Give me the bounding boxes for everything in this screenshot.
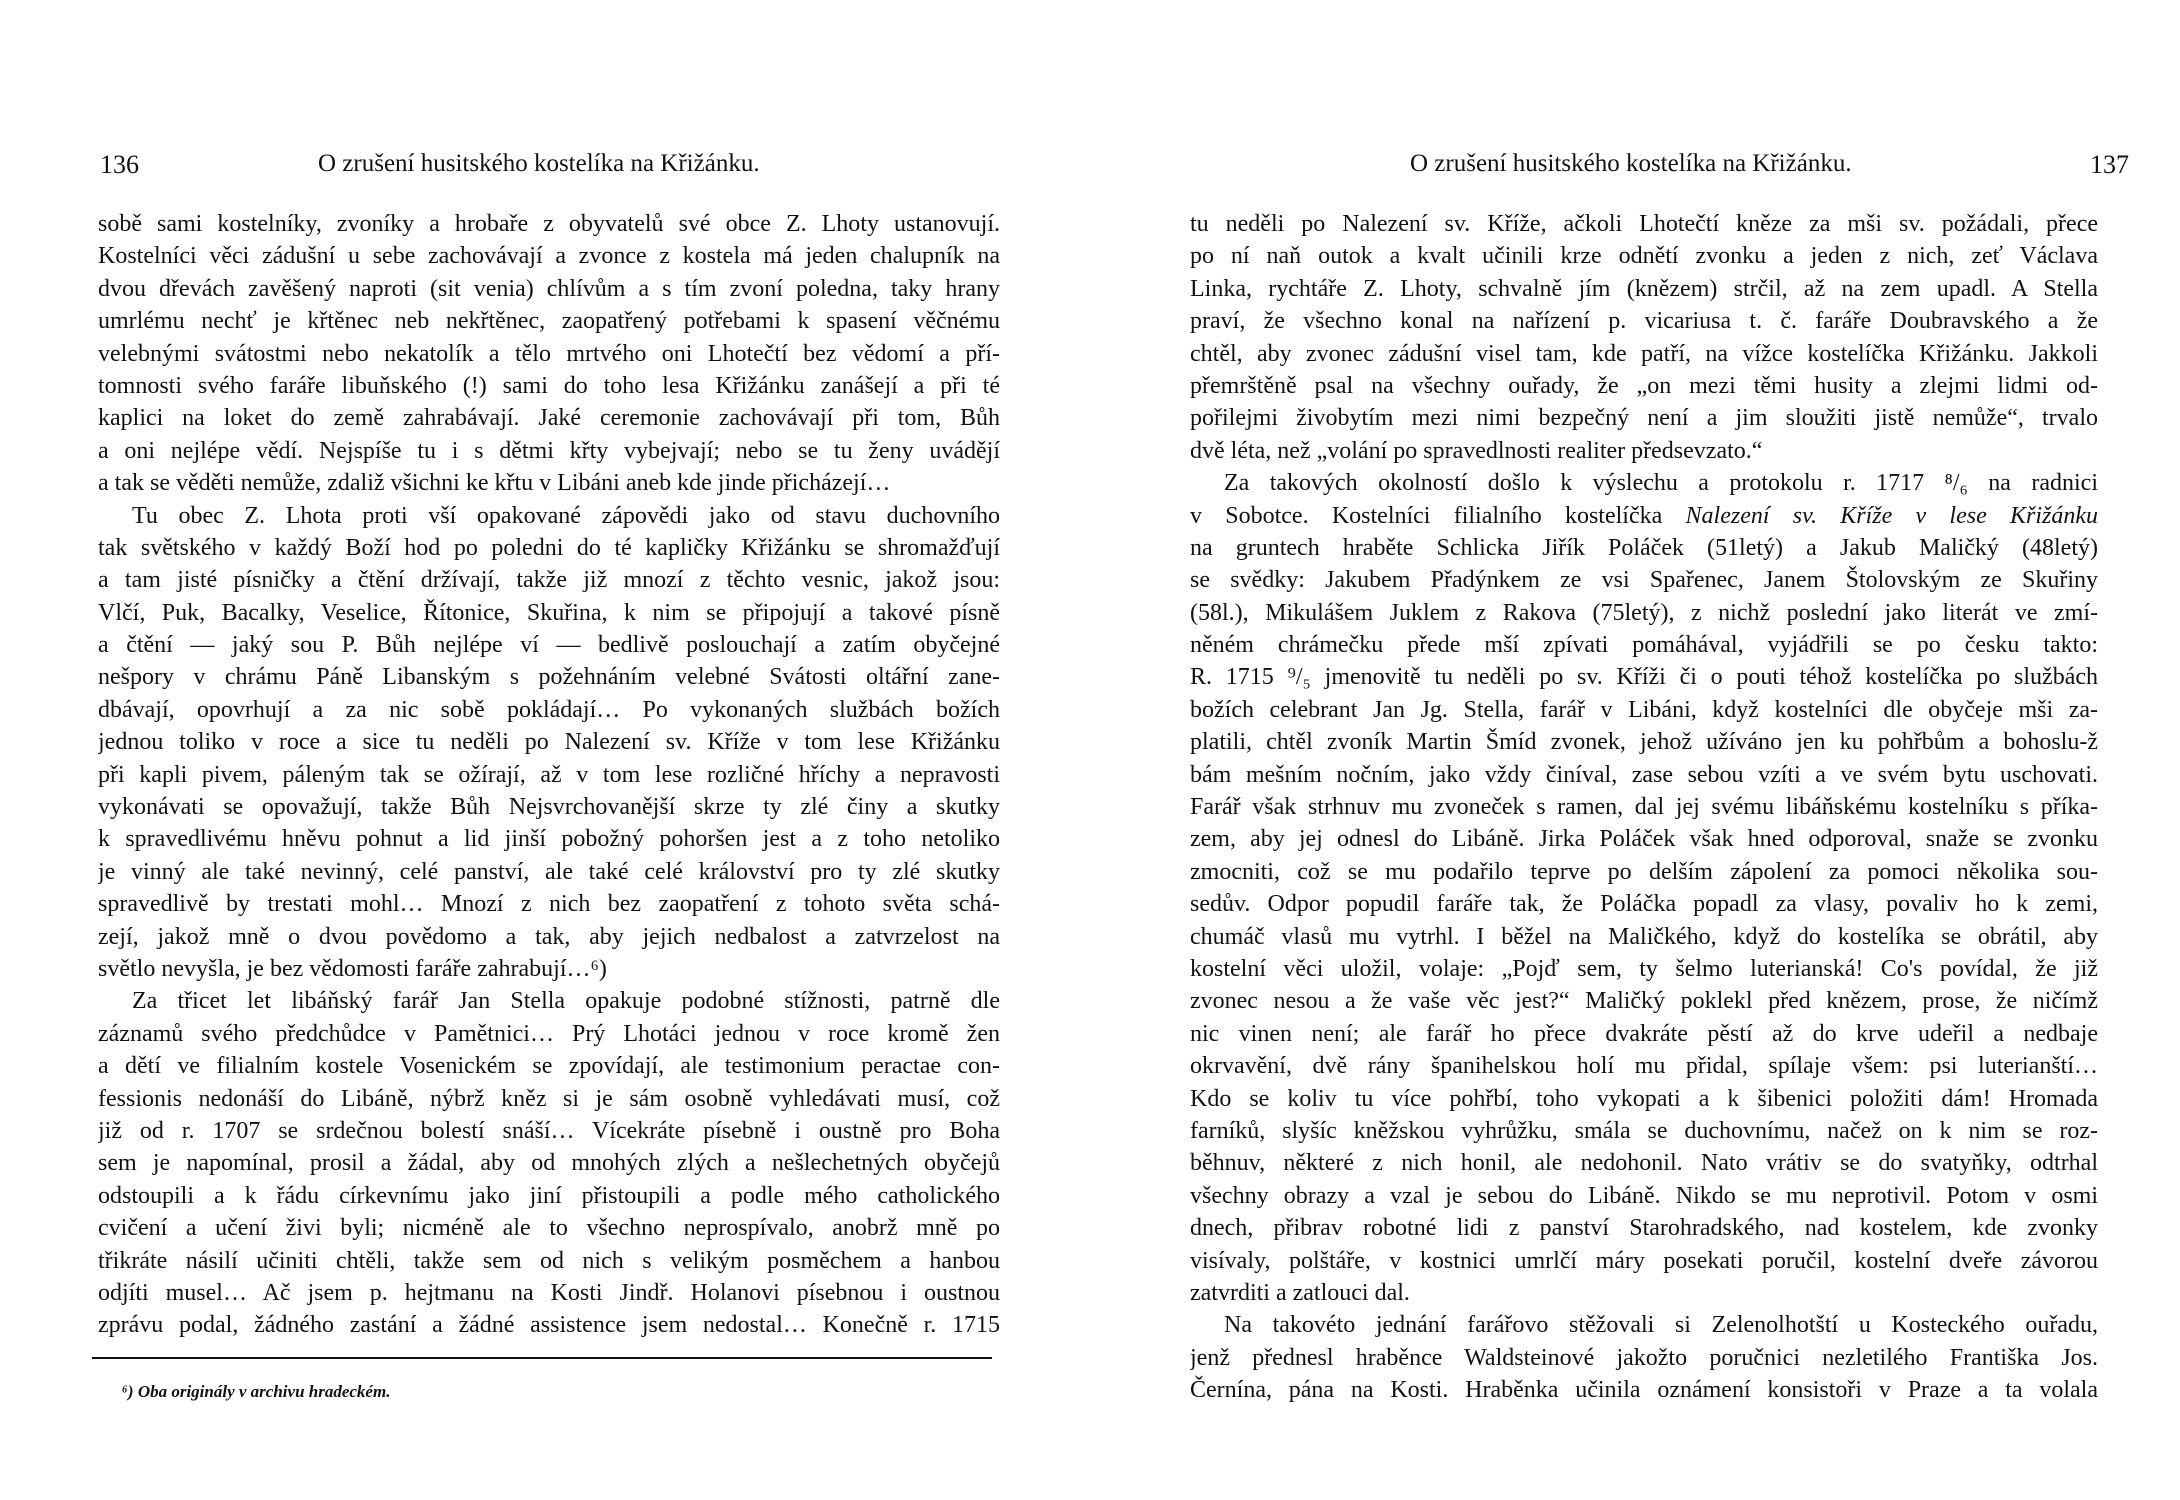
running-head: O zrušení husitského kostelíka na Křižánku.	[1410, 150, 1852, 177]
text-line: cvičení a učení živi byli; nicméně ale to všechno neprospívalo, anobrž mně po	[98, 1215, 1000, 1242]
text-line: sem je napomínal, prosil a žádal, aby od mnohých zlých a nešlechetných obyčejů	[98, 1150, 1000, 1177]
text-line: Farář však strhnuv mu zvoneček s ramen, dal jej svému libáňskému kostelníku s příka-	[1190, 794, 2098, 821]
text-line: sedův. Odpor popudil faráře tak, že Poláčka popadl za vlasy, povaliv ho k zemi,	[1190, 891, 2098, 918]
text-line: umrlému nechť je křtěnec neb nekřtěnec, zaopatřený potřebami k spasení věčnému	[98, 308, 1000, 335]
text-line: odjíti musel… Ač jsem p. hejtmanu na Kosti Jindř. Holanovi písebnou i oustnou	[98, 1279, 1000, 1306]
text-line: R. 1715 ⁹/₅ jmenovitě tu neděli po sv. Kříži či o pouti téhož kostelíčka po službách	[1190, 664, 2098, 691]
text-line: a oni nejlépe vědí. Nejspíše tu i s dětmi křty vybejvají; nebo se tu ženy uvádějí	[98, 437, 1000, 464]
page-number: 136	[100, 150, 139, 179]
text-line: Na takovéto jednání farářovo stěžovali si Zelenolhotští u Kosteckého ouřadu,	[1224, 1312, 2098, 1339]
footnote: ⁶) Oba originály v archivu hradeckém.	[122, 1382, 391, 1401]
text-line: nic vinen není; ale farář ho přece dvakráte pěstí až do krve udeřil a nedbaje	[1190, 1020, 2098, 1047]
body-text	[1190, 208, 2098, 1406]
text-line: již od r. 1707 se srdečnou bolestí snáší… Vícekráte písebně i oustně pro Boha	[98, 1117, 1000, 1144]
text-line: vykonávati se opovažují, takže Bůh Nejsvrchovanější skrze ty zlé činy a skutky	[98, 794, 1000, 821]
text-line: zem, aby jej odnesl do Libáně. Jirka Poláček však hned odporoval, snaže se zvonku	[1190, 826, 2098, 853]
text-line: spravedlivě by trestati mohl… Mnozí z nich bez zaopatření z tohoto světa schá-	[98, 891, 1000, 918]
text-line: praví, že všechno konal na nařízení p. vicariusa t. č. faráře Doubravského a že	[1190, 308, 2098, 335]
italic-text: Nalezení sv. Kříže v lese Křižánku	[1685, 502, 2098, 529]
text-line: chtěl, aby zvonec zádušní visel tam, kde patří, na vížce kostelíčka Křižánku. Jakkoli	[1190, 340, 2098, 367]
text-line: nešpory v chrámu Páně Libanským s požehnáním velebné Svátosti oltářní zane-	[98, 664, 1000, 691]
text-line: běhnuv, některé z nich honil, ale nedohonil. Nato vrátiv se do svatyňky, odtrhal	[1190, 1150, 2098, 1177]
text-line: při kapli pivem, páleným tak se ožírají, až v tom lese rozličné hříchy a nepravosti	[98, 761, 1000, 788]
text-line: Za takových okolností došlo k výslechu a protokolu r. 1717 ⁸/₆ na radnici	[1224, 470, 2098, 497]
text-line: velebnými svátostmi nebo nekatolík a tělo mrtvého oni Lhotečtí bez vědomí a pří-	[98, 340, 1000, 367]
text-line: božích celebrant Jan Jg. Stella, farář v Libáni, když kostelníci dle obyčeje mši za-	[1190, 696, 2098, 723]
text-line: platili, chtěl zvoník Martin Šmíd zvonek, jehož užíváno jen ku pohřbům a bohoslu-ž	[1190, 729, 2098, 756]
text-line: jednou toliko v roce a sice tu neděli po Nalezení sv. Kříže v tom lese Křižánku	[98, 729, 1000, 756]
text-line: Vlčí, Puk, Bacalky, Veselice, Řítonice, Skuřina, k nim se připojují a takové písně	[98, 599, 1000, 626]
text-line: tu neděli po Nalezení sv. Kříže, ačkoli Lhotečtí kněze za mši sv. požádali, přece	[1190, 211, 2098, 237]
text-line: přemrštěně psal na všechny ouřady, že „on mezi těmi husity a zlejmi lidmi od-	[1190, 372, 2098, 399]
text-line: zmocniti, což se mu podařilo teprve po delším zápolení za pomoci několika sou-	[1190, 858, 2098, 885]
text-line: dbávají, opovrhují a za nic sobě pokládají… Po vykonaných službách božích	[98, 696, 1000, 723]
text-line: všechny obrazy a vzal je sebou do Libáně. Nikdo se mu neprotivil. Potom v osmi	[1190, 1182, 2098, 1209]
text-line: jenž přednesl hraběnce Waldsteinové jakožto poručnici nezletilého Františka Jos.	[1190, 1344, 2098, 1371]
text-line: k spravedlivému hněvu pohnut a lid jinší pobožný pohoršen jest a z toho netoliko	[98, 826, 1000, 853]
text-line: se svědky: Jakubem Přadýnkem ze vsi Spařenec, Janem Štolovským ze Skuřiny	[1190, 567, 2098, 594]
text-line: Za třicet let libáňský farář Jan Stella opakuje podobné stížnosti, patrně dle	[132, 988, 1000, 1015]
text-line: Kdo se koliv tu více pohřbí, toho vykopati a k šibenici položiti dám! Hromada	[1190, 1085, 2098, 1112]
text-line: třikráte násilí učiniti chtěli, takže sem od nich s velikým posměchem a hanbou	[98, 1247, 1000, 1274]
text-line: tak světského v každý Boží hod po poledni do té kapličky Křižánku se shromažďují	[98, 534, 1000, 561]
text-line: zprávu podal, žádného zastání a žádné assistence jsem nedostal… Konečně r. 1715	[98, 1312, 1000, 1339]
text-line: je vinný ale také nevinný, celé panství, ale také celé království pro ty zlé skutky	[98, 858, 1000, 885]
text-line: Tu obec Z. Lhota proti vší opakované zápovědi jako od stavu duchovního	[132, 502, 1000, 529]
text-segment: v Sobotce. Kostelníci filialního kostelíčka	[1190, 502, 1686, 529]
text-line: farníků, slyšíc kněžskou vyhrůžku, smála se duchovnímu, načež on k nim se roz-	[1190, 1117, 2098, 1144]
text-line: dvě léta, než „volání po spravedlnosti realiter předsevzato.“	[1190, 437, 1763, 464]
text-line: (58l.), Mikulášem Juklem z Rakova (75letý), z nichž poslední jako literát ve zmí-	[1190, 599, 2098, 626]
text-line: okrvavění, dvě rány španihelskou holí mu přidal, spílaje všem: psi luterianští…	[1190, 1053, 2098, 1080]
text-line: něném chrámečku přede mší zpívati pomáhával, vyjádřili se po česku takto:	[1190, 632, 2098, 659]
text-line: světlo nevyšla, je bez vědomosti faráře zahrabují…⁶)	[98, 955, 607, 982]
text-line: dnech, přibrav robotné lidi z panství Starohradského, nad kostelem, kde zvonky	[1190, 1215, 2098, 1242]
text-line: zatvrditi a zatlouci dal.	[1190, 1279, 1410, 1306]
page-number: 137	[2090, 150, 2129, 179]
text-line: na gruntech hraběte Schlicka Jiřík Poláček (51letý) a Jakub Maličký (48letý)	[1190, 534, 2098, 561]
text-line: a dětí ve filialním kostele Vosenickém se zpovídají, ale testimonium peractae con-	[98, 1053, 1000, 1080]
text-line: dvou dřevách zavěšený naproti (sit venia) chlívům a s tím zvoní poledna, taky hrany	[98, 275, 1000, 302]
text-line: a tam jisté písničky a čtění držívají, takže již mnozí z těchto vesnic, jakož jsou:	[98, 567, 1000, 594]
text-line: zvonec nesou a že vaše věc jest?“ Maličký poklekl před knězem, prose, že ničímž	[1190, 988, 2098, 1015]
text-line: fessionis nedonáší do Libáně, nýbrž kněz si je sám osobně vyhledávati musí, což	[98, 1085, 1000, 1112]
footnote-rule	[92, 1357, 992, 1359]
text-line: záznamů svého předchůdce v Pamětnici… Prý Lhotáci jednou v roce kromě žen	[98, 1020, 1000, 1047]
text-line: odstoupili a k řádu církevnímu jako jiní přistoupili a podle mého catholického	[98, 1182, 1000, 1209]
text-line: po ní naň outok a kvalt učinili krze odnětí zvonku a jeden z nich, zeť Václava	[1190, 243, 2098, 270]
text-line	[1190, 500, 2098, 532]
text-line: bám mešním nočním, jako vždy činíval, zase sebou vzíti a ve svém bytu uschovati.	[1190, 761, 2098, 788]
text-line: Linka, rychtáře Z. Lhoty, schvalně jím (knězem) strčil, až na zem upadl. A Stella	[1190, 275, 2098, 302]
text-line: tomnosti svého faráře libuňského (!) sami do toho lesa Křižánku zanášejí a při té	[98, 372, 1000, 399]
text-line: Kostelníci věci zádušní u sebe zachovávají a zvonce z kostela má jeden chalupník na	[98, 243, 1000, 270]
text-line: sobě sami kostelníky, zvoníky a hrobaře z obyvatelů své obce Z. Lhoty ustanovují.	[98, 211, 1000, 237]
text-line: visívaly, polštáře, v kostnici umrlčí máry posekati poručil, kostelní dveře závorou	[1190, 1247, 2098, 1274]
text-line: zejí, jakož mně o dvou povědomo a tak, aby jejich nedbalost a zatvrzelost na	[98, 923, 1000, 950]
text-line: a tak se věděti nemůže, zdaliž všichni ke křtu v Libáni aneb kde jinde přicházejí…	[98, 470, 891, 497]
text-line: pořilejmi živobytím mezi nimi bezpečný není a jim sloužiti jistě nemůže“, trvalo	[1190, 405, 2098, 432]
running-head: O zrušení husitského kostelíka na Křižánku.	[318, 150, 760, 177]
text-line: kostelní věci uložil, volaje: „Pojď sem, ty šelmo luterianská! Co's povídal, že již	[1190, 955, 2098, 982]
text-line: a čtění — jaký sou P. Bůh nejlépe ví — bedlivě poslouchají a zatím obyčejné	[98, 632, 1000, 659]
text-line: Černína, pána na Kosti. Hraběnka učinila oznámení konsistoři v Praze a ta volala	[1190, 1377, 2098, 1404]
body-text	[98, 208, 1000, 1342]
right-page	[1090, 0, 2180, 1500]
text-line: chumáč vlasů mu vytrhl. I běžel na Maličkého, když do kostelíka se obrátil, aby	[1190, 923, 2098, 950]
text-line: kaplici na loket do země zahrabávají. Jaké ceremonie zachovávají při tom, Bůh	[98, 405, 1000, 432]
